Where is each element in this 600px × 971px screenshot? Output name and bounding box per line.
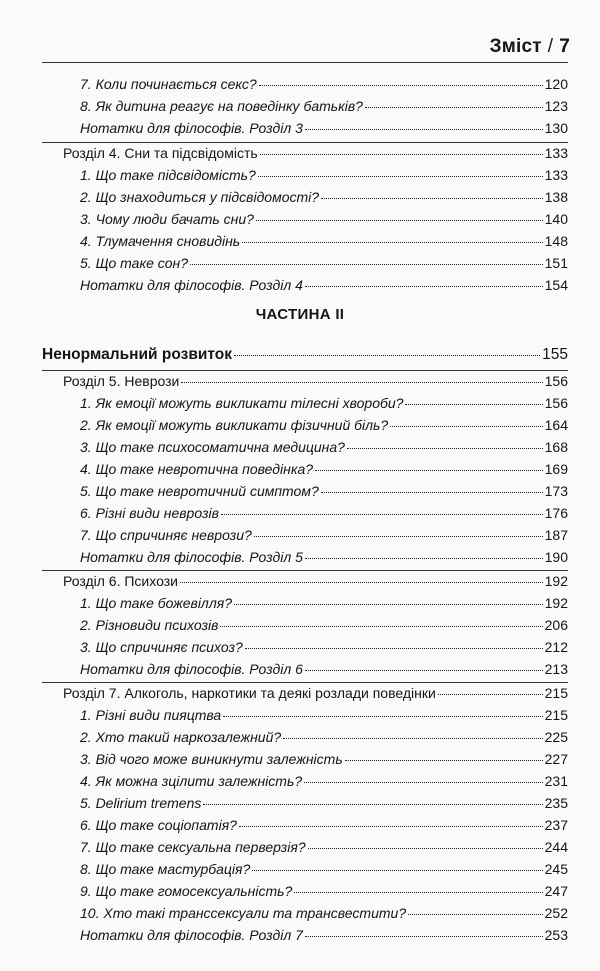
toc-item-title: 2. Що знаходиться у підсвідомості?: [80, 189, 320, 205]
toc-item-page: 123: [544, 98, 568, 114]
toc-item-title: 3. Чому люди бачать сни?: [80, 211, 254, 227]
toc-item: [80, 795, 568, 812]
toc-item-title: Нотатки для філософів. Розділ 5: [80, 549, 303, 565]
toc-item-page: 176: [544, 505, 568, 521]
toc-item: [80, 751, 568, 768]
leader-dots: [242, 242, 542, 243]
toc-item-title: 5. Що таке невротичний симптом?: [80, 483, 319, 499]
toc-item: [80, 661, 568, 678]
toc-item-title: 4. Як можна зцілити залежність?: [80, 773, 303, 789]
leader-dots: [180, 582, 543, 583]
toc-section: [63, 145, 568, 162]
toc-item-page: 215: [544, 707, 568, 723]
toc-section: [63, 685, 568, 702]
toc-item: [80, 76, 568, 93]
leader-dots: [234, 604, 543, 605]
toc-item-page: 212: [544, 639, 568, 655]
toc-item-title: 5. Що таке сон?: [80, 255, 189, 271]
toc-item: [80, 707, 568, 724]
section-divider: [42, 682, 568, 683]
toc-item-title: 4. Тлумачення сновидінь: [80, 233, 241, 249]
toc-item-page: 140: [544, 211, 568, 227]
toc-item-title: Нотатки для філософів. Розділ 6: [80, 661, 303, 677]
header-page-number: 7: [559, 36, 570, 57]
leader-dots: [203, 804, 542, 805]
toc-item-title: Нотатки для філософів. Розділ 4: [80, 277, 303, 293]
leader-dots: [305, 286, 543, 287]
toc-item-title: 4. Що таке невротична поведінка?: [80, 461, 314, 477]
toc-item-page: 154: [544, 277, 568, 293]
toc-item-page: 173: [544, 483, 568, 499]
toc-item-page: 156: [544, 395, 568, 411]
toc-item-title: 1. Як емоції можуть викликати тілесні хвороби?: [80, 395, 404, 411]
toc-item-title: 3. Що спричиняє психоз?: [80, 639, 243, 655]
leader-dots: [239, 826, 543, 827]
toc-item-title: 2. Різновиди психозів: [80, 617, 219, 633]
toc-item: [80, 549, 568, 566]
leader-dots: [223, 716, 542, 717]
leader-dots: [181, 382, 542, 383]
toc-item: [80, 255, 568, 272]
toc-item-page: 244: [544, 839, 568, 855]
toc-section: [63, 373, 568, 390]
toc-item-page: 133: [544, 167, 568, 183]
toc-main-title: Ненормальний розвиток: [42, 346, 232, 363]
toc-item: [80, 505, 568, 522]
toc-item-title: 6. Різні види неврозів: [80, 505, 219, 521]
toc-section-page: 133: [544, 145, 568, 161]
toc-item-page: 148: [544, 233, 568, 249]
leader-dots: [283, 738, 542, 739]
toc-item-title: 2. Як емоції можуть викликати фізичний біль?: [80, 417, 389, 433]
toc-item-page: 164: [544, 417, 568, 433]
leader-dots: [365, 107, 543, 108]
toc-main-page: 155: [542, 346, 568, 363]
leader-dots: [345, 760, 543, 761]
toc-item-title: 9. Що таке гомосексуальність?: [80, 883, 293, 899]
toc-item: [80, 861, 568, 878]
toc-item: [80, 595, 568, 612]
leader-dots: [245, 648, 543, 649]
toc-item-title: 3. Від чого може виникнути залежність: [80, 751, 343, 767]
toc-item: [80, 617, 568, 634]
toc-item: [80, 483, 568, 500]
toc-item: [80, 729, 568, 746]
toc-item-page: 192: [544, 595, 568, 611]
leader-dots: [305, 670, 543, 671]
toc-item: [80, 233, 568, 250]
toc-item-page: 231: [544, 773, 568, 789]
leader-dots: [256, 220, 543, 221]
toc-item-title: 3. Що таке психосоматична медицина?: [80, 439, 345, 455]
toc-item-title: 1. Що таке підсвідомість?: [80, 167, 256, 183]
toc-item-page: 237: [544, 817, 568, 833]
toc-item: [80, 395, 568, 412]
toc-item-page: 190: [544, 549, 568, 565]
section-divider: [42, 142, 568, 143]
toc-item: [80, 417, 568, 434]
toc-section-page: 156: [544, 373, 568, 389]
leader-dots: [408, 914, 543, 915]
toc-item: [80, 439, 568, 456]
section-divider: [42, 570, 568, 571]
leader-dots: [260, 154, 543, 155]
toc-item-title: 7. Що спричиняє неврози?: [80, 527, 252, 543]
toc-item-page: 187: [544, 527, 568, 543]
leader-dots: [305, 558, 543, 559]
toc-item-page: 169: [544, 461, 568, 477]
leader-dots: [252, 870, 542, 871]
toc-section-page: 192: [544, 573, 568, 589]
toc-item-title: 1. Різні види пияцтва: [80, 707, 222, 723]
section-divider: [42, 370, 568, 371]
leader-dots: [234, 355, 540, 356]
toc-item: [80, 211, 568, 228]
toc-item-page: 225: [544, 729, 568, 745]
toc-item-title: 6. Що таке соціопатія?: [80, 817, 237, 833]
toc-item-title: Нотатки для філософів. Розділ 7: [80, 927, 303, 943]
toc-item-page: 206: [544, 617, 568, 633]
leader-dots: [321, 492, 543, 493]
header-section: Зміст: [489, 36, 542, 57]
toc-item-title: 8. Як дитина реагує на поведінку батьків?: [80, 98, 363, 114]
leader-dots: [305, 936, 543, 937]
leader-dots: [405, 404, 542, 405]
toc-item-title: 5. Delirium tremens: [80, 795, 202, 811]
toc-item-title: Нотатки для філософів. Розділ 3: [80, 120, 303, 136]
leader-dots: [315, 470, 543, 471]
leader-dots: [294, 892, 542, 893]
toc-item-page: 130: [544, 120, 568, 136]
toc-item-page: 227: [544, 751, 568, 767]
leader-dots: [259, 85, 543, 86]
toc-item: [80, 883, 568, 900]
part-heading: ЧАСТИНА II: [255, 306, 345, 323]
leader-dots: [321, 198, 543, 199]
toc-section: [63, 573, 568, 590]
toc-item: [80, 839, 568, 856]
leader-dots: [438, 694, 543, 695]
leader-dots: [390, 426, 542, 427]
toc-item: [80, 189, 568, 206]
toc-main-heading: [42, 346, 568, 363]
toc-item-title: 7. Коли починається секс?: [80, 76, 257, 92]
toc-section-page: 215: [544, 685, 568, 701]
toc-item-title: 8. Що таке мастурбація?: [80, 861, 251, 877]
header-separator: /: [547, 36, 554, 57]
toc-item: [80, 277, 568, 294]
toc-item-page: 168: [544, 439, 568, 455]
running-header: [490, 36, 570, 58]
toc-item-page: 120: [544, 76, 568, 92]
toc-item-title: 1. Що таке божевілля?: [80, 595, 232, 611]
toc-item: [80, 527, 568, 544]
toc-item-title: 7. Що таке сексуальна перверзія?: [80, 839, 306, 855]
leader-dots: [221, 514, 543, 515]
toc-section-title: Розділ 6. Психози: [63, 573, 178, 589]
toc-item: [80, 639, 568, 656]
leader-dots: [305, 129, 543, 130]
leader-dots: [347, 448, 543, 449]
toc-item-page: 253: [544, 927, 568, 943]
toc-item: [80, 817, 568, 834]
toc-item: [80, 773, 568, 790]
toc-item: [80, 927, 568, 944]
leader-dots: [258, 176, 543, 177]
leader-dots: [304, 782, 543, 783]
toc-item-page: 213: [544, 661, 568, 677]
toc-item: [80, 98, 568, 115]
toc-item-title: 2. Хто такий наркозалежний?: [80, 729, 282, 745]
leader-dots: [220, 626, 542, 627]
leader-dots: [190, 264, 543, 265]
toc-section-title: Розділ 4. Сни та підсвідомість: [63, 145, 258, 161]
toc-item-page: 235: [544, 795, 568, 811]
leader-dots: [308, 848, 543, 849]
toc-item: [80, 461, 568, 478]
header-rule: [42, 62, 568, 63]
toc-item-page: 247: [544, 883, 568, 899]
leader-dots: [254, 536, 543, 537]
toc-item: [80, 120, 568, 137]
toc-item-page: 245: [544, 861, 568, 877]
toc-item: [80, 167, 568, 184]
toc-section-title: Розділ 7. Алкоголь, наркотики та деякі розлади поведінки: [63, 685, 436, 701]
toc-item-page: 252: [544, 905, 568, 921]
toc-item-page: 138: [544, 189, 568, 205]
toc-section-title: Розділ 5. Неврози: [63, 373, 180, 389]
toc-item-title: 10. Хто такі транссексуали та трансвестити?: [80, 905, 407, 921]
toc-item: [80, 905, 568, 922]
toc-item-page: 151: [544, 255, 568, 271]
